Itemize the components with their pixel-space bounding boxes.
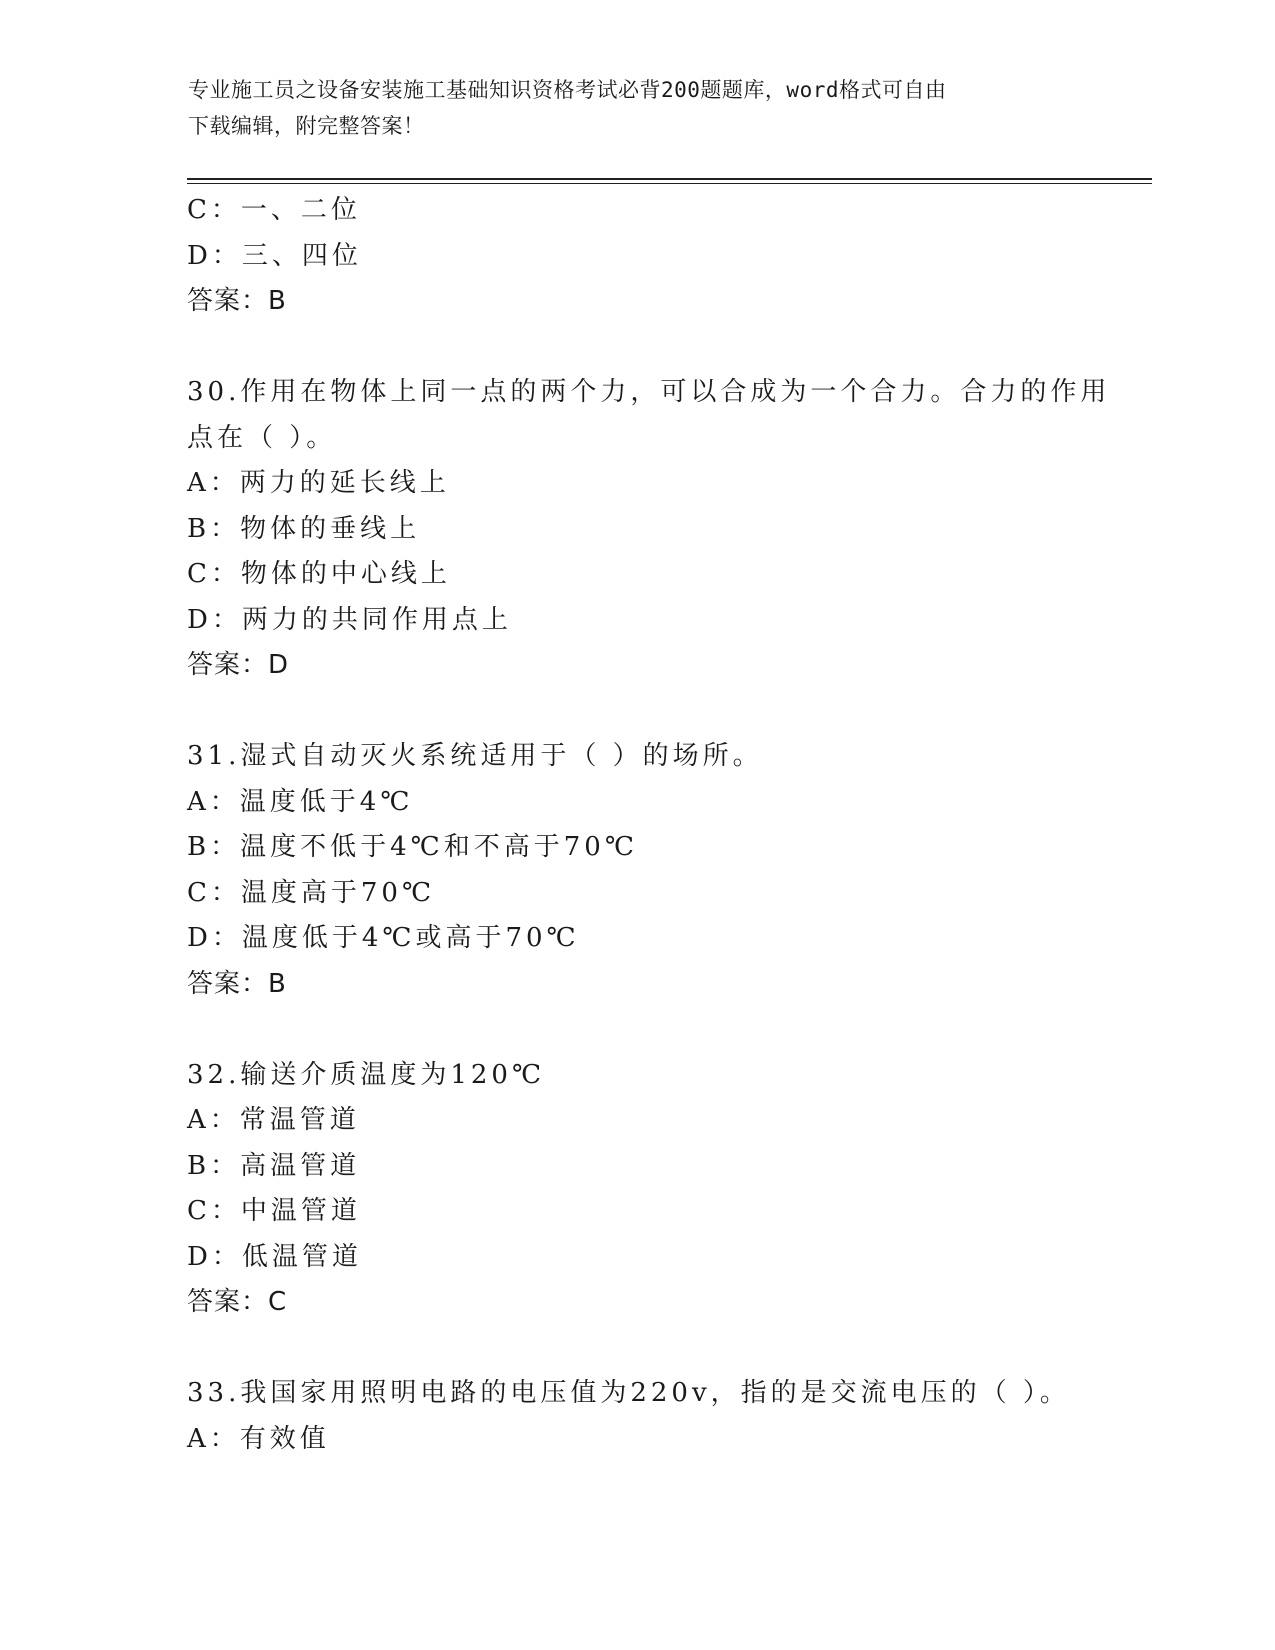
option-c: C：物体的中心线上: [187, 559, 451, 589]
question-33: [187, 1371, 1147, 1462]
option-c: C：中温管道: [187, 1196, 361, 1226]
option-a: A：有效值: [187, 1423, 330, 1454]
question-list: [187, 188, 1147, 1462]
option-c: C：一、二位: [187, 195, 361, 225]
option-a: A：常温管道: [187, 1105, 360, 1135]
option-a: A：温度低于4℃: [187, 786, 414, 817]
answer-line: 答案：C: [187, 1287, 288, 1317]
header-divider-thin: [187, 183, 1152, 184]
question-spacer: [187, 1007, 1147, 1053]
option-a: A：两力的延长线上: [187, 468, 450, 498]
header-line-2: 下载编辑，附完整答案！: [188, 114, 425, 138]
option-b: B：物体的垂线上: [187, 513, 421, 544]
option-b: B：温度不低于4℃和不高于70℃: [187, 832, 638, 862]
option-d: D：温度低于4℃或高于70℃: [187, 923, 580, 953]
question-stem: 31.湿式自动灭火系统适用于（ ）的场所。: [187, 741, 763, 771]
answer-line: 答案：B: [187, 968, 287, 999]
option-b: B：高温管道: [187, 1150, 361, 1181]
header-divider-thick: [187, 178, 1152, 180]
page-header: [188, 72, 1088, 144]
question-spacer: [187, 325, 1147, 371]
question-spacer: [187, 1326, 1147, 1372]
question-stem-continued: 点在（ ）。: [187, 422, 337, 453]
option-c: C：温度高于70℃: [187, 877, 436, 908]
answer-line: 答案：D: [187, 650, 290, 680]
question-30: [187, 370, 1147, 689]
option-d: D：三、四位: [187, 240, 362, 271]
question-spacer: [187, 689, 1147, 735]
question-31: [187, 734, 1147, 1007]
option-d: D：低温管道: [187, 1241, 362, 1272]
question-stem: 33.我国家用照明电路的电压值为220v，指的是交流电压的（ ）。: [187, 1378, 1070, 1408]
header-line-1: 专业施工员之设备安装施工基础知识资格考试必背200题题库，word格式可自由: [188, 78, 947, 102]
option-d: D：两力的共同作用点上: [187, 604, 512, 635]
question-stem: 30.作用在物体上同一点的两个力，可以合成为一个合力。合力的作用: [187, 377, 1111, 407]
question-stem: 32.输送介质温度为120℃: [187, 1059, 546, 1090]
question-32: [187, 1053, 1147, 1326]
question-29-tail: [187, 188, 1147, 325]
answer-line: 答案：B: [187, 286, 287, 316]
